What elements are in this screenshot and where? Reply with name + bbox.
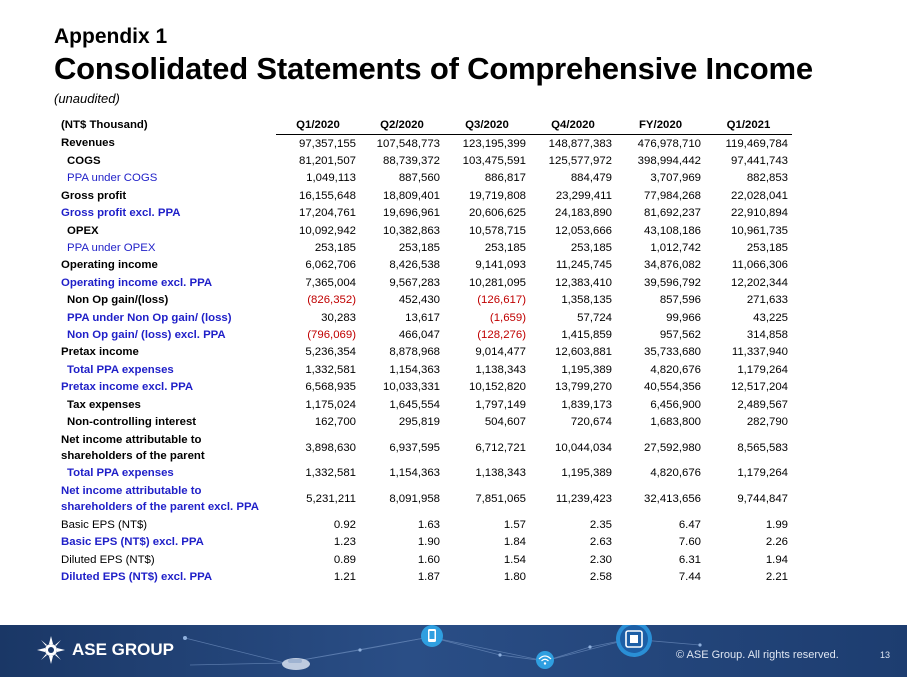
table-cell: 10,578,715 [468,224,526,237]
table-cell: 1.87 [417,570,440,583]
table-row [58,222,792,239]
row-label: PPA under Non Op gain/ (loss) [67,311,232,324]
table-cell: 253,185 [484,242,526,255]
column-header: Q3/2020 [444,116,530,135]
table-cell: 1,049,113 [306,172,356,185]
table-cell: 1,415,859 [561,328,612,341]
table-cell: 10,382,863 [382,224,440,237]
logo-text: ASE GROUP [72,640,175,659]
table-cell: 2.58 [589,570,612,583]
table-row [58,152,792,169]
table-cell: 8,878,968 [389,346,440,359]
table-row [58,568,792,585]
table-cell: 7.44 [678,570,701,583]
table-row [58,378,792,395]
table-cell: 10,961,735 [730,224,788,237]
table-cell: 24,183,890 [554,207,612,220]
table-cell: 10,152,820 [468,381,526,394]
table-cell: 1,195,389 [561,363,612,376]
table-cell: 11,066,306 [731,259,788,272]
table-cell: 23,299,411 [555,189,612,202]
table-cell: 1,839,173 [561,398,612,411]
row-label: Pretax income excl. PPA [61,381,194,394]
table-cell: 6,062,706 [305,259,356,272]
table-header-row [58,116,792,135]
table-cell: 19,719,808 [468,189,526,202]
row-label: Total PPA expenses [67,467,174,480]
table-cell: 10,281,095 [468,276,526,289]
table-cell: 123,195,399 [462,137,526,150]
table-cell: 1.84 [503,536,526,549]
table-row [58,413,792,430]
table-cell: 162,700 [314,415,356,428]
table-cell: 1.80 [503,570,526,583]
row-label: Total PPA expenses [67,363,174,376]
table-cell: 103,475,591 [462,155,526,168]
table-cell: 39,596,792 [643,276,701,289]
row-label: Net income attributable to shareholders of the parent excl. PPA [61,485,259,514]
table-cell: 22,910,894 [730,207,788,220]
table-cell: 253,185 [398,242,440,255]
table-cell: 12,517,204 [730,381,788,394]
page-number: 13 [880,650,891,660]
table-cell: 1.54 [503,553,526,566]
table-cell: 504,607 [484,415,526,428]
table-cell: 1.90 [417,536,440,549]
row-label: Non-controlling interest [67,415,197,428]
column-header: Q2/2020 [360,116,444,135]
table-cell: 253,185 [746,242,788,255]
table-cell: 8,091,958 [389,493,440,506]
table-cell: 8,565,583 [737,441,788,454]
row-label: PPA under COGS [67,172,158,185]
table-cell: 0.92 [333,518,356,531]
column-header: Q1/2021 [705,116,792,135]
table-cell: 857,596 [659,294,701,307]
row-label: Revenues [61,137,115,150]
row-label: Operating income [61,259,158,272]
table-cell: 466,047 [398,328,440,341]
table-row [58,274,792,291]
table-cell: 119,469,784 [725,137,788,150]
table-cell: (1,659) [489,311,526,324]
table-row [58,170,792,187]
row-label: Non Op gain/(loss) [67,294,169,307]
table-cell: 6,568,935 [305,381,356,394]
table-cell: 12,603,881 [554,346,612,359]
table-cell: 1.63 [417,518,440,531]
table-cell: 398,994,442 [637,155,701,168]
table-cell: 5,236,354 [305,346,356,359]
table-row [58,482,792,516]
table-cell: 77,984,268 [643,189,701,202]
table-row [58,326,792,343]
table-row [58,309,792,326]
table-cell: 1,683,800 [650,415,701,428]
table-cell: 1.60 [417,553,440,566]
table-cell: 97,441,743 [730,155,788,168]
table-cell: 12,383,410 [554,276,612,289]
row-label: Net income attributable to shareholders of the parent [61,433,205,462]
table-row [58,205,792,222]
table-cell: 1.99 [765,518,788,531]
unit-label: (NT$ Thousand) [61,118,148,131]
table-cell: 6,937,595 [389,441,440,454]
row-label: Basic EPS (NT$) excl. PPA [61,536,204,549]
table-cell: 99,966 [666,311,701,324]
table-row [58,551,792,568]
table-cell: 5,231,211 [306,493,356,506]
table-cell: 295,819 [398,415,440,428]
table-cell: 35,733,680 [643,346,701,359]
table-cell: 314,858 [746,328,788,341]
table-cell: 1,332,581 [305,363,356,376]
table-cell: 884,479 [570,172,612,185]
table-cell: 452,430 [398,294,440,307]
row-label: Pretax income [61,346,139,359]
table-cell: 720,674 [570,415,612,428]
table-cell: 43,108,186 [643,224,701,237]
income-statement-table [58,116,792,586]
table-cell: 1,179,264 [737,467,788,480]
table-cell: 1,138,343 [475,467,526,480]
table-cell: 4,820,676 [650,363,701,376]
table-cell: 8,426,538 [389,259,440,272]
table-cell: 882,853 [746,172,788,185]
table-cell: 125,577,972 [548,155,612,168]
column-header: Q1/2020 [276,116,360,135]
table-row [58,533,792,550]
table-cell: 1,797,149 [475,398,526,411]
wifi-icon [536,651,554,669]
table-cell: 271,633 [746,294,788,307]
table-cell: 887,560 [398,172,440,185]
table-cell: 22,028,041 [730,189,788,202]
table-cell: 253,185 [314,242,356,255]
table-cell: 3,707,969 [650,172,701,185]
table-cell: 2.35 [589,518,612,531]
table-row [58,465,792,482]
table-cell: 9,141,093 [475,259,526,272]
table-cell: 886,817 [484,172,526,185]
table-cell: 13,617 [405,311,440,324]
table-cell: 13,799,270 [554,381,612,394]
table-cell: 9,014,477 [475,346,526,359]
table-cell: 81,692,237 [643,207,701,220]
table-row [58,431,792,465]
table-cell: 43,225 [753,311,788,324]
copyright-text: © ASE Group. All rights reserved. [676,649,839,661]
table-cell: 3,898,630 [305,441,356,454]
table-cell: 1,179,264 [737,363,788,376]
row-label: Operating income excl. PPA [61,276,213,289]
table-cell: 10,092,942 [298,224,356,237]
row-label: Tax expenses [67,398,141,411]
table-cell: 11,245,745 [555,259,612,272]
table-cell: 1,645,554 [389,398,440,411]
table-cell: 1,195,389 [561,467,612,480]
table-cell: 11,337,940 [731,346,788,359]
chip-icon [616,625,652,657]
table-cell: 1,358,135 [561,294,612,307]
table-row [58,257,792,274]
table-cell: 18,809,401 [382,189,440,202]
table-cell: 1.23 [333,536,356,549]
row-label: Non Op gain/ (loss) excl. PPA [67,328,226,341]
table-cell: (128,276) [477,328,526,341]
table-cell: 1,332,581 [305,467,356,480]
page-subtitle: (unaudited) [54,91,120,106]
table-cell: 10,033,331 [382,381,440,394]
row-label: Diluted EPS (NT$) [61,553,155,566]
row-label: Gross profit [61,189,127,202]
table-row [58,187,792,204]
table-cell: 17,204,761 [298,207,356,220]
table-row [58,361,792,378]
table-cell: 81,201,507 [298,155,356,168]
table-cell: 19,696,961 [382,207,440,220]
appendix-label: Appendix 1 [54,25,168,48]
table-cell: 2,489,567 [737,398,788,411]
table-cell: 1,154,363 [389,363,440,376]
table-row [58,396,792,413]
table-row [58,135,792,153]
table-cell: 6.47 [678,518,701,531]
footer-bar [0,625,907,677]
table-cell: 253,185 [570,242,612,255]
table-cell: 4,820,676 [650,467,701,480]
row-label: Basic EPS (NT$) [61,518,148,531]
ase-logo [36,635,174,665]
car-icon [282,658,310,670]
table-cell: 0.89 [333,553,356,566]
table-cell: 9,744,847 [737,493,788,506]
table-cell: 148,877,383 [548,137,612,150]
table-cell: 88,739,372 [382,155,440,168]
table-row [58,344,792,361]
column-header: FY/2020 [616,116,705,135]
table-cell: 34,876,082 [643,259,701,272]
table-cell: (796,069) [307,328,356,341]
table-cell: 1,012,742 [650,242,701,255]
table-cell: 2.30 [589,553,612,566]
table-cell: 2.21 [765,570,788,583]
row-label: COGS [67,155,101,168]
table-cell: 57,724 [577,311,612,324]
table-cell: 9,567,283 [389,276,440,289]
table-cell: 20,606,625 [468,207,526,220]
table-row [58,292,792,309]
row-label: Diluted EPS (NT$) excl. PPA [61,570,213,583]
table-cell: 6,712,721 [475,441,526,454]
table-cell: 1.21 [333,570,356,583]
table-cell: (126,617) [477,294,526,307]
table-cell: 97,357,155 [298,137,356,150]
table-cell: 40,554,356 [643,381,701,394]
table-cell: 6,456,900 [650,398,701,411]
table-cell: 12,202,344 [730,276,788,289]
table-cell: 30,283 [321,311,356,324]
table-cell: (826,352) [307,294,356,307]
table-cell: 1,175,024 [305,398,356,411]
row-label: OPEX [67,224,99,237]
table-cell: 32,413,656 [643,493,701,506]
table-cell: 1.57 [503,518,526,531]
table-cell: 16,155,648 [298,189,356,202]
row-label: Gross profit excl. PPA [61,207,181,220]
table-cell: 107,548,773 [376,137,440,150]
column-header: Q4/2020 [530,116,616,135]
table-cell: 2.26 [765,536,788,549]
table-cell: 7,365,004 [305,276,356,289]
table-cell: 1.94 [765,553,788,566]
table-cell: 1,138,343 [475,363,526,376]
table-cell: 7,851,065 [475,493,526,506]
row-label: PPA under OPEX [67,242,156,255]
ase-logo-icon [36,635,66,665]
table-cell: 10,044,034 [554,441,612,454]
table-cell: 6.31 [678,553,701,566]
table-cell: 27,592,980 [643,441,701,454]
table-cell: 957,562 [659,328,701,341]
table-cell: 7.60 [678,536,701,549]
table-cell: 1,154,363 [389,467,440,480]
table-cell: 476,978,710 [637,137,701,150]
table-cell: 11,239,423 [555,493,612,506]
page-title: Consolidated Statements of Comprehensive Income [54,51,813,86]
table-row [58,239,792,256]
table-body [58,135,792,586]
table-row [58,516,792,533]
table-cell: 12,053,666 [554,224,612,237]
table-cell: 2.63 [589,536,612,549]
table-cell: 282,790 [746,415,788,428]
phone-icon [421,625,443,647]
